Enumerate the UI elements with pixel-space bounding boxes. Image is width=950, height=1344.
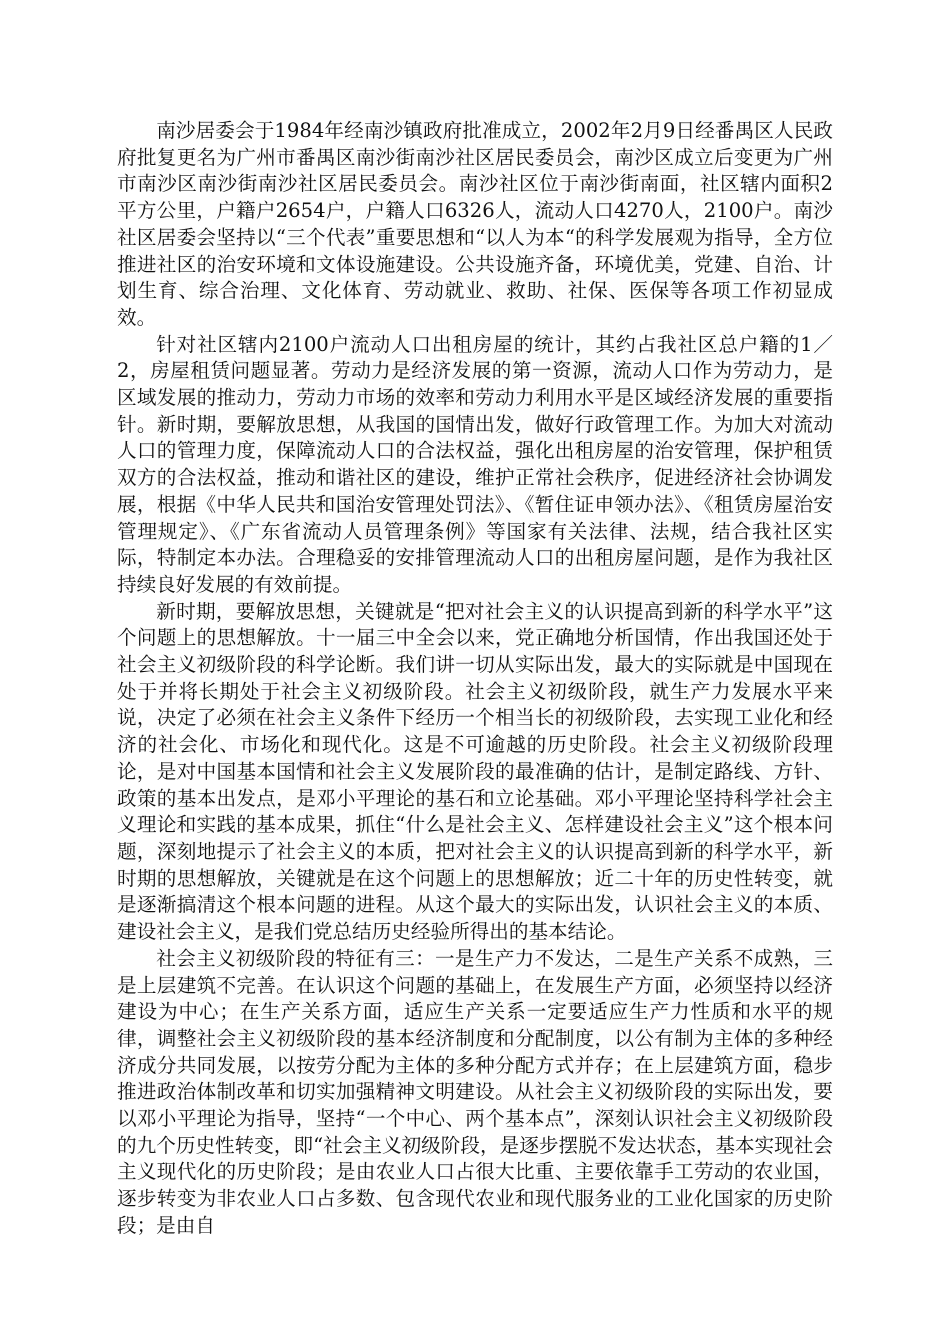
document-body bbox=[117, 118, 833, 1240]
paragraph-1: 南沙居委会于1984年经南沙镇政府批准成立，2002年2月9日经番禺区人民政府批复更名为广州市番禺区南沙街南沙社区居民委员会，南沙区成立后变更为广州市南沙区南沙街南沙社区居民委员会。南沙社区位于南沙街南面，社区辖内面积2平方公里，户籍户2654户，户籍人口6326人，流动人口4270人，2100户。南沙社区居委会坚持以“三个代表”重要思想和“以人为本“的科学发展观为指导，全方位推进社区的治安环境和文体设施建设。公共设施齐备，环境优美，党建、自治、计划生育、综合治理、文化体育、劳动就业、救助、社保、医保等各项工作初显成效。 bbox=[117, 119, 833, 329]
paragraph-3: 新时期，要解放思想，关键就是“把对社会主义的认识提高到新的科学水平”这个问题上的思想解放。十一届三中全会以来，党正确地分析国情，作出我国还处于社会主义初级阶段的科学论断。我们讲一切从实际出发，最大的实际就是中国现在处于并将长期处于社会主义初级阶段。社会主义初级阶段，就生产力发展水平来说，决定了必须在社会主义条件下经历一个相当长的初级阶段，去实现工业化和经济的社会化、市场化和现代化。这是不可逾越的历史阶段。社会主义初级阶段理论，是对中国基本国情和社会主义发展阶段的最准确的估计，是制定路线、方针、政策的基本出发点，是邓小平理论的基石和立论基础。邓小平理论坚持科学社会主义理论和实践的基本成果，抓住“什么是社会主义、怎样建设社会主义”这个根本问题，深刻地提示了社会主义的本质，把对社会主义的认识提高到新的科学水平，新时期的思想解放，关键就是在这个问题上的思想解放；近二十年的历史性转变，就是逐渐搞清这个根本问题的进程。从这个最大的实际出发，认识社会主义的本质、建设社会主义，是我们党总结历史经验所得出的基本结论。 bbox=[117, 599, 833, 944]
paragraph-2: 针对社区辖内2100户流动人口出租房屋的统计，其约占我社区总户籍的1／2，房屋租赁问题显著。劳动力是经济发展的第一资源，流动人口作为劳动力，是区域发展的推动力，劳动力市场的效率和劳动力利用水平是区域经济发展的重要指针。新时期，要解放思想，从我国的国情出发，做好行政管理工作。为加大对流动人口的管理力度，保障流动人口的合法权益，强化出租房屋的治安管理，保护租赁双方的合法权益，推动和谐社区的建设，维护正常社会秩序，促进经济社会协调发展，根据《中华人民共和国治安管理处罚法》、《暂住证申领办法》、《租赁房屋治安管理规定》、《广东省流动人员管理条例》等国家有关法律、法规，结合我社区实际，特制定本办法。合理稳妥的安排管理流动人口的出租房屋问题，是作为我社区持续良好发展的有效前提。 bbox=[117, 332, 833, 596]
paragraph-4: 社会主义初级阶段的特征有三：一是生产力不发达，二是生产关系不成熟，三是上层建筑不完善。在认识这个问题的基础上，在发展生产方面，必须坚持以经济建设为中心；在生产关系方面，适应生产关系一定要适应生产力性质和水平的规律，调整社会主义初级阶段的基本经济制度和分配制度，以公有制为主体的多种经济成分共同发展，以按劳分配为主体的多种分配方式并存；在上层建筑方面，稳步推进政治体制改革和切实加强精神文明建设。从社会主义初级阶段的实际出发，要以邓小平理论为指导，坚持“一个中心、两个基本点”，深刻认识社会主义初级阶段的九个历史性转变，即“社会主义初级阶段，是逐步摆脱不发达状态，基本实现社会主义现代化的历史阶段；是由农业人口占很大比重、主要依靠手工劳动的农业国，逐步转变为非农业人口占多数、包含现代农业和现代服务业的工业化国家的历史阶段；是由自 bbox=[117, 946, 833, 1237]
